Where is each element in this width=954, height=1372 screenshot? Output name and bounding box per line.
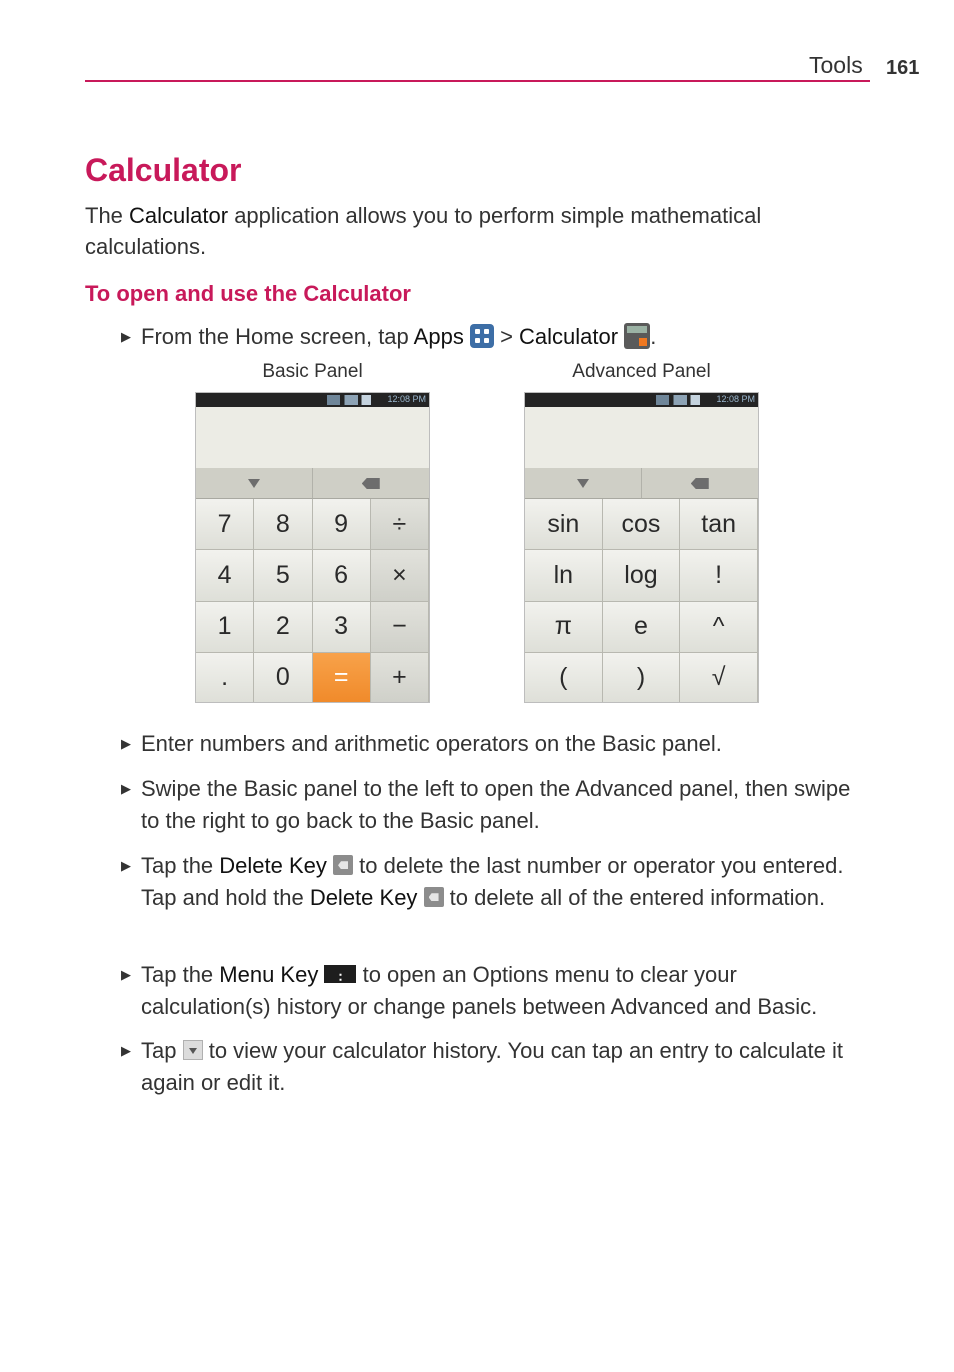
- delete-key-icon[interactable]: [642, 468, 759, 499]
- step-open-calculator: [121, 321, 871, 353]
- bullet-text: Tap the: [141, 853, 220, 878]
- key-e[interactable]: e: [603, 602, 681, 653]
- control-row: [196, 468, 429, 499]
- delete-key-icon: [424, 887, 444, 907]
- bullet-text: Tap the: [141, 962, 220, 987]
- key-ln[interactable]: ln: [525, 550, 603, 601]
- intro-paragraph: [85, 200, 855, 262]
- delete-key-label: Delete Key: [309, 885, 418, 910]
- key-multiply[interactable]: ×: [371, 550, 429, 601]
- calculator-display[interactable]: [525, 407, 758, 468]
- bullet-swipe-panels: [121, 773, 871, 837]
- key-8[interactable]: 8: [254, 499, 312, 550]
- status-icons: [656, 395, 700, 405]
- bullet-text: Enter numbers and arithmetic operators on the Basic panel.: [141, 731, 722, 756]
- bullet-history: [121, 1035, 871, 1099]
- key-divide[interactable]: ÷: [371, 499, 429, 550]
- key-factorial[interactable]: !: [680, 550, 758, 601]
- header-divider: [85, 80, 870, 82]
- history-down-arrow-icon[interactable]: [525, 468, 642, 499]
- bullet-arrow-icon: ▶: [121, 329, 131, 344]
- key-0[interactable]: 0: [254, 653, 312, 703]
- section-subheading: To open and use the Calculator: [85, 281, 411, 306]
- key-cos[interactable]: cos: [603, 499, 681, 550]
- bullet-menu-key: [121, 959, 871, 1023]
- delete-key-label: Delete Key: [219, 853, 327, 878]
- key-7[interactable]: 7: [196, 499, 254, 550]
- history-down-arrow-icon[interactable]: [196, 468, 313, 499]
- key-minus[interactable]: −: [371, 602, 429, 653]
- step-end: .: [650, 324, 657, 349]
- caption-advanced-panel: Advanced Panel: [572, 361, 711, 382]
- status-time: 12:08 PM: [387, 394, 426, 404]
- menu-key-label: Menu Key: [219, 962, 319, 987]
- key-sqrt[interactable]: √: [680, 653, 758, 703]
- calculator-app-icon: [624, 323, 650, 349]
- intro-suffix: application allows you to perform simple mathematical calculations.: [85, 203, 762, 259]
- bullet-text: to delete the last number or operator you entered. Tap and hold the: [141, 853, 844, 910]
- key-decimal[interactable]: .: [196, 653, 254, 703]
- status-bar: [525, 393, 758, 407]
- key-log[interactable]: log: [603, 550, 681, 601]
- bullet-arrow-icon: ▶: [121, 967, 131, 982]
- key-5[interactable]: 5: [254, 550, 312, 601]
- basic-panel-screenshot: [195, 392, 430, 703]
- basic-keypad: [196, 499, 429, 703]
- apps-label: Apps: [413, 324, 464, 349]
- bullet-arrow-icon: ▶: [121, 858, 131, 873]
- key-plus[interactable]: +: [371, 653, 429, 703]
- key-equals[interactable]: =: [313, 653, 371, 703]
- key-tan[interactable]: tan: [680, 499, 758, 550]
- advanced-panel-screenshot: [524, 392, 759, 703]
- page-number: 161: [886, 57, 920, 79]
- step-text: From the Home screen, tap: [141, 324, 414, 349]
- key-close-paren[interactable]: ): [603, 653, 681, 703]
- delete-key-icon[interactable]: [313, 468, 430, 499]
- status-icons: [327, 395, 371, 405]
- key-9[interactable]: 9: [313, 499, 371, 550]
- control-row: [525, 468, 758, 499]
- bullet-arrow-icon: ▶: [121, 1043, 131, 1058]
- delete-key-icon: [333, 855, 353, 875]
- key-1[interactable]: 1: [196, 602, 254, 653]
- key-pi[interactable]: π: [525, 602, 603, 653]
- bullet-text: Swipe the Basic panel to the left to open the Advanced panel, then swipe to the right to go back to the Basic panel.: [141, 776, 851, 833]
- menu-key-icon: [324, 965, 356, 983]
- down-arrow-icon: [183, 1040, 203, 1060]
- section-title: Tools: [809, 52, 863, 78]
- bullet-text: to open an Options menu to clear your calculation(s) history or change panels between Advanced and Basic.: [141, 962, 818, 1019]
- bullet-delete-key: [121, 850, 871, 914]
- bullet-arrow-icon: ▶: [121, 781, 131, 796]
- calculator-display[interactable]: [196, 407, 429, 468]
- key-4[interactable]: 4: [196, 550, 254, 601]
- apps-icon: [470, 324, 494, 348]
- bullet-text: to delete all of the entered information.: [443, 885, 826, 910]
- status-time: 12:08 PM: [716, 394, 755, 404]
- key-6[interactable]: 6: [313, 550, 371, 601]
- key-open-paren[interactable]: (: [525, 653, 603, 703]
- intro-app-name: Calculator: [129, 203, 229, 228]
- bullet-text: Tap: [141, 1038, 183, 1063]
- bullet-enter-numbers: [121, 728, 871, 760]
- bullet-arrow-icon: ▶: [121, 736, 131, 751]
- intro-prefix: The: [85, 203, 130, 228]
- calculator-label: Calculator: [519, 324, 619, 349]
- page-title: Calculator: [85, 152, 242, 188]
- key-sin[interactable]: sin: [525, 499, 603, 550]
- step-separator: >: [493, 324, 520, 349]
- caption-basic-panel: Basic Panel: [262, 361, 363, 382]
- status-bar: [196, 393, 429, 407]
- key-power[interactable]: ^: [680, 602, 758, 653]
- key-2[interactable]: 2: [254, 602, 312, 653]
- bullet-text: to view your calculator history. You can tap an entry to calculate it again or edit it.: [141, 1038, 843, 1095]
- advanced-keypad: [525, 499, 758, 703]
- key-3[interactable]: 3: [313, 602, 371, 653]
